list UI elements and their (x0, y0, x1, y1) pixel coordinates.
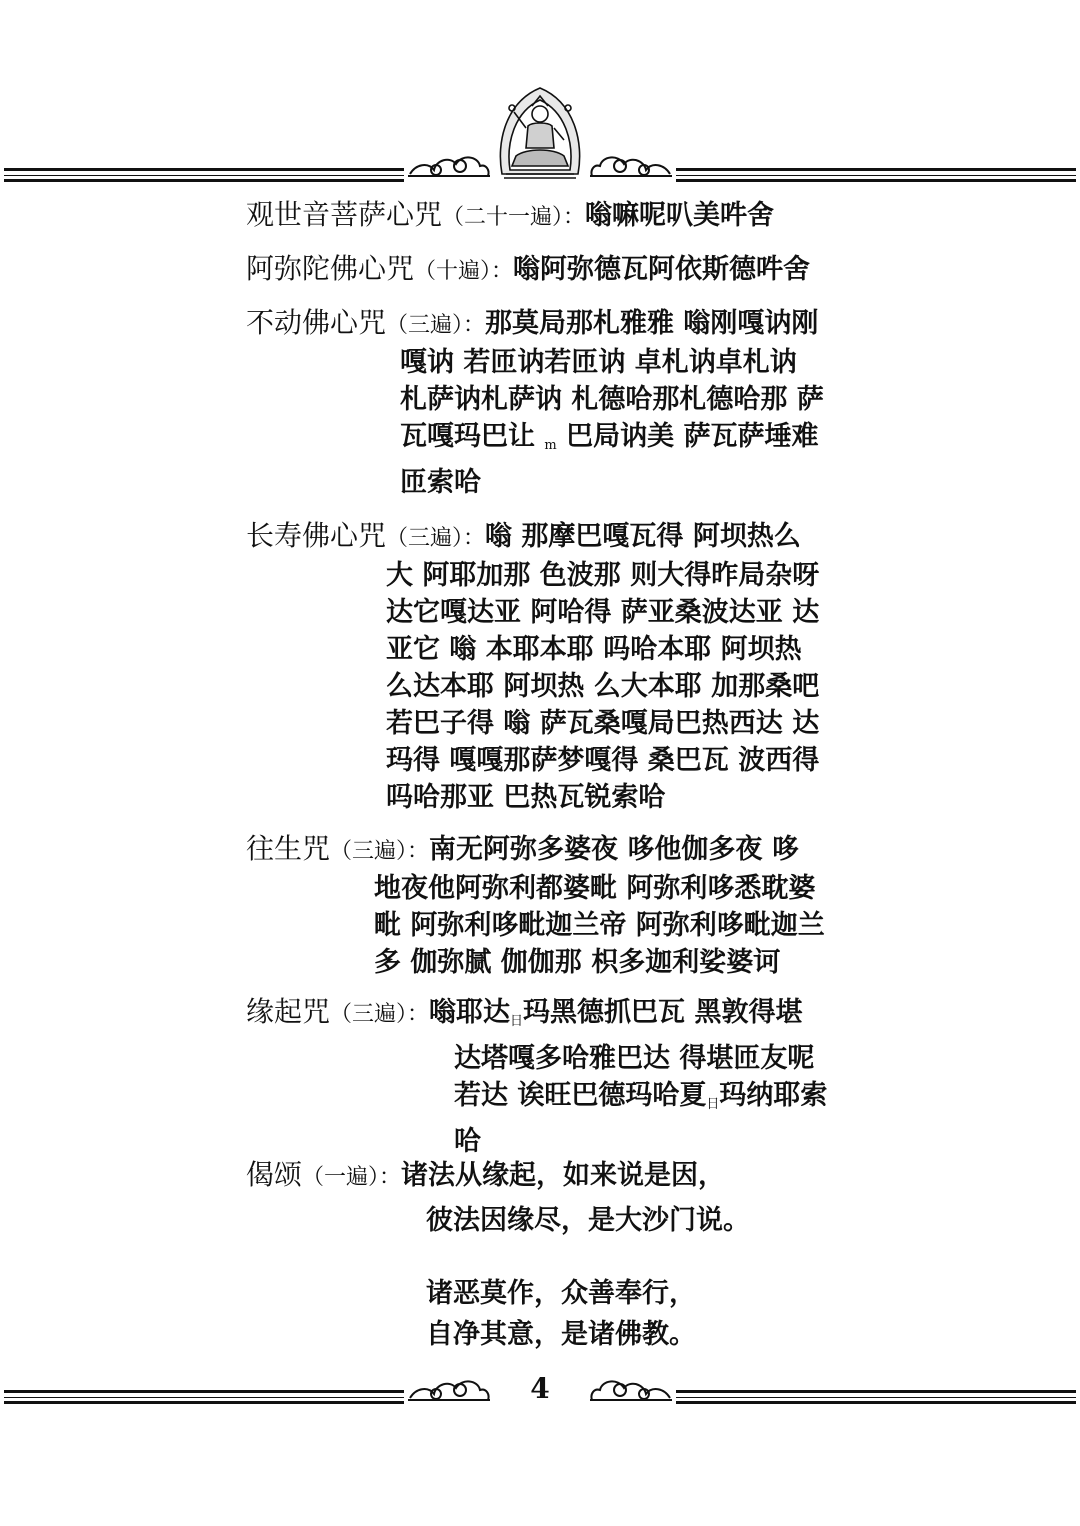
mantra-title: 观世音菩萨心咒 (246, 198, 443, 231)
mantra-heading-line (246, 196, 774, 236)
mantra-entry (246, 250, 810, 290)
recitation-count: （一遍）： (302, 1165, 402, 1190)
mantra-line: 札萨讷札萨讷 札德哈那札德哈那 萨 (400, 384, 824, 415)
mantra-text: 嗡阿弥德瓦阿依斯德吽舍 (513, 254, 811, 285)
mantra-heading-line (246, 1156, 725, 1196)
mantra-line: 瓦嘎玛巴让 $_m$ 巴局讷美 萨瓦萨埵难 (400, 421, 819, 453)
cloud-ornament-icon (588, 146, 674, 182)
verse-line: 诸恶莫作，众善奉行， (426, 1278, 696, 1309)
mantra-line: 达塔嘎多哈雅巴达 得堪匝友呢 (454, 1043, 815, 1074)
mantra-entry (246, 304, 824, 501)
small-glyph: 日 (510, 1014, 524, 1029)
verse-line: 彼法因缘尽，是大沙门说。 (426, 1205, 750, 1236)
mantra-line: 哈 (454, 1126, 481, 1157)
mantra-text: 嗡嘛呢叭美吽舍 (585, 200, 775, 231)
mantra-line: 大 阿耶加那 色波那 则大得昨局杂呀 (386, 560, 820, 591)
mantra-heading-line (246, 250, 810, 290)
mantra-line: 吗哈那亚 巴热瓦锐索哈 (386, 782, 666, 813)
mantra-entry (246, 993, 828, 1160)
verse-line: 自净其意，是诸佛教。 (426, 1319, 696, 1350)
mantra-title: 偈颂 (246, 1158, 303, 1191)
mantra-heading-line (246, 830, 799, 870)
mantra-line: 匝索哈 (400, 467, 481, 498)
mantra-line: 多 伽弥腻 伽伽那 枳多迦利娑婆诃 (374, 947, 781, 978)
mantra-line: 毗 阿弥利哆毗迦兰帝 阿弥利哆毗迦兰 (374, 910, 825, 941)
mantra-line: 嘎讷 若匝讷若匝讷 卓札讷卓札讷 (400, 347, 797, 378)
verse-entry (246, 1156, 750, 1353)
mantra-line: 么达本耶 阿坝热 么大本耶 加那桑吧 (386, 671, 820, 702)
verse-text: 诸法从缘起，如来说是因， (401, 1160, 726, 1191)
mantra-title: 往生咒 (246, 832, 331, 865)
mantra-line: 若达 诶旺巴德玛哈夏$_日$玛纳耶索 (454, 1080, 828, 1112)
recitation-count: （三遍）： (330, 1002, 430, 1027)
mantra-line: 若巴子得 嗡 萨瓦桑嘎局巴热西达 达 (386, 708, 820, 739)
mantra-text: 那莫局那札雅雅 嗡刚嘎讷刚 (485, 308, 819, 339)
mantra-entry (246, 517, 820, 816)
small-glyph: m (544, 438, 557, 453)
cloud-ornament-icon (406, 146, 492, 182)
mantra-entry (246, 196, 774, 236)
mantra-title: 长寿佛心咒 (246, 519, 387, 552)
buddha-figure-icon (492, 82, 588, 182)
mantra-entry (246, 830, 825, 981)
recitation-count: （二十一遍）： (442, 205, 586, 230)
recitation-count: （十遍）： (414, 259, 514, 284)
mantra-heading-line (246, 517, 801, 557)
mantra-title: 不动佛心咒 (246, 306, 387, 339)
mantra-line: 玛得 嘎嘎那萨梦嘎得 桑巴瓦 波西得 (386, 745, 820, 776)
recitation-count: （三遍）： (386, 313, 486, 338)
mantra-text: 嗡 那摩巴嘎瓦得 阿坝热么 (485, 521, 801, 552)
recitation-count: （三遍）： (386, 526, 486, 551)
recitation-count: （三遍）： (330, 839, 430, 864)
small-glyph: 日 (706, 1097, 720, 1112)
mantra-line: 达它嘎达亚 阿哈得 萨亚桑波达亚 达 (386, 597, 820, 628)
mantra-line: 亚它 嗡 本耶本耶 吗哈本耶 阿坝热 (386, 634, 802, 665)
mantra-title: 阿弥陀佛心咒 (246, 252, 415, 285)
mantra-heading-line (246, 993, 802, 1040)
mantra-title: 缘起咒 (246, 995, 331, 1028)
page-number: 4 (530, 1372, 550, 1405)
mantra-line: 地夜他阿弥利都婆毗 阿弥利哆悉耽婆 (374, 873, 816, 904)
mantra-heading-line (246, 304, 818, 344)
mantra-text: 嗡耶达$_日$玛黑德抓巴瓦 黑敦得堪 (429, 997, 803, 1029)
mantra-text: 南无阿弥多婆夜 哆他伽多夜 哆 (429, 834, 799, 865)
